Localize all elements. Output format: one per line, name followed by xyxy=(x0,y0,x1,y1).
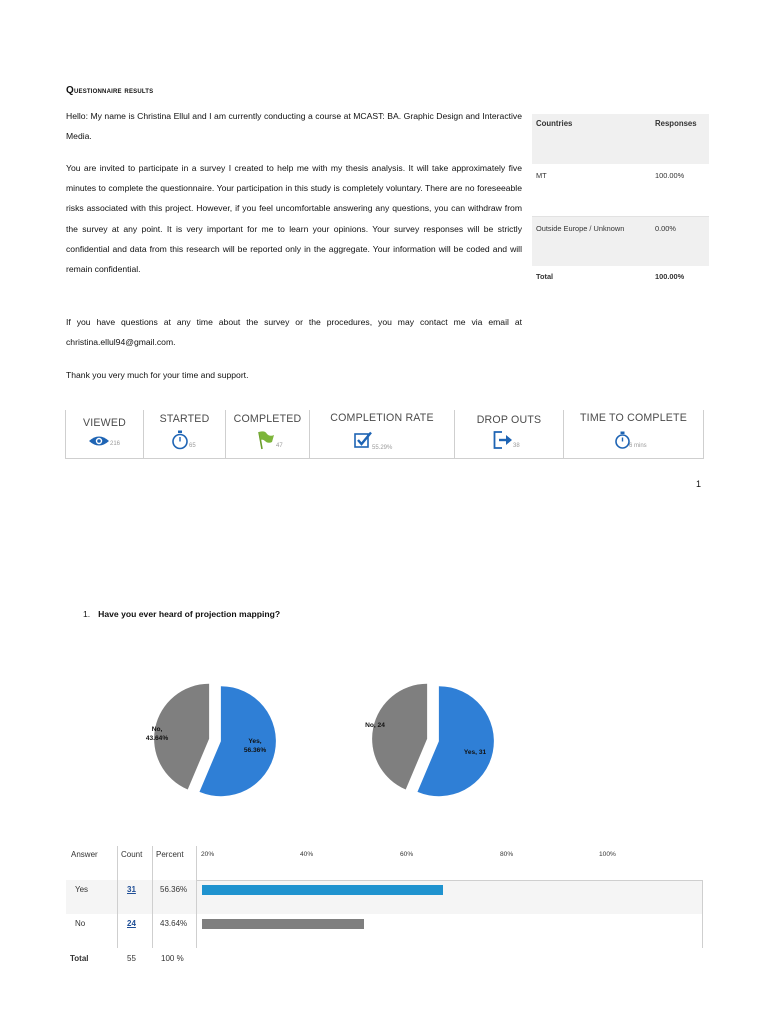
bar-no xyxy=(202,919,364,929)
intro-paragraph-2: You are invited to participate in a survey I created to help me with my thesis analysis. It will take approximately five minutes to complete the questionnaire. Your participation in this study is completely voluntary. There are no foreseeable risks associated with this project. However, if you feel uncomfortable answering any questions, you can withdraw from the survey at any point. It is very important for me to learn your opinions. Your survey responses will be strictly confidential and data from this research will be reported only in the aggregate. Your information will be coded and will remain confidential. xyxy=(66,163,522,275)
stat-completed xyxy=(226,410,310,458)
countries-header-row xyxy=(532,114,709,164)
bar-yes xyxy=(202,885,443,895)
exit-icon xyxy=(493,431,513,449)
page-number: 1 xyxy=(696,479,702,489)
stat-label: VIEWED xyxy=(83,417,126,429)
countries-row xyxy=(532,216,709,266)
flag-icon xyxy=(255,430,275,450)
total-count: 55 xyxy=(127,954,136,963)
survey-stats-strip xyxy=(65,410,704,459)
question-text: Have you ever heard of projection mapping? xyxy=(98,609,281,619)
column-divider xyxy=(702,880,703,948)
countries-row xyxy=(532,164,709,216)
stat-value: 38 xyxy=(513,443,520,449)
stat-value: 65 xyxy=(189,443,196,449)
pie-slice-no xyxy=(372,684,427,790)
stopwatch-icon xyxy=(171,430,189,450)
answer-label: No xyxy=(75,919,86,928)
column-divider xyxy=(196,846,197,948)
count-link[interactable]: 24 xyxy=(127,919,136,928)
axis-tick-label: 40% xyxy=(300,851,314,858)
responses-header: Responses xyxy=(655,119,697,128)
axis-tick-label: 80% xyxy=(500,851,514,858)
question-heading xyxy=(83,609,280,619)
eye-icon xyxy=(88,435,110,447)
intro-paragraph-4: Thank you very much for your time and support. xyxy=(66,370,249,380)
stat-completion-rate xyxy=(310,410,455,458)
stat-value: 216 xyxy=(110,441,121,447)
stat-label: COMPLETED xyxy=(233,413,302,425)
stat-label: STARTED xyxy=(159,413,210,425)
count-header: Count xyxy=(121,850,143,859)
pie2-yes-label: Yes, 31 xyxy=(463,749,487,756)
pie-chart-count xyxy=(343,670,523,810)
countries-table xyxy=(532,114,709,296)
country-total-label: Total xyxy=(536,272,554,281)
stat-label: TIME TO COMPLETE xyxy=(580,412,687,424)
percent-value: 56.36% xyxy=(160,885,188,894)
pie1-no-label: No, 43.64% xyxy=(145,726,169,742)
intro-paragraph-1: Hello: My name is Christina Ellul and I am currently conducting a course at MCAST: BA. Graphic Design and Interactive Media. xyxy=(66,111,522,142)
stat-drop-outs xyxy=(455,410,564,458)
country-response: 100.00% xyxy=(655,171,685,180)
stat-started xyxy=(144,410,226,458)
stat-value: 47 xyxy=(276,443,283,449)
checkbox-icon xyxy=(354,431,372,449)
axis-tick-label: 20% xyxy=(201,851,215,858)
stat-time-to-complete xyxy=(564,410,703,458)
column-divider xyxy=(117,846,118,948)
question-number: 1. xyxy=(83,609,91,619)
axis-tick-label: 100% xyxy=(599,851,616,858)
document-title: Questionnaire results xyxy=(66,85,154,96)
stat-viewed xyxy=(66,410,144,458)
column-divider xyxy=(152,846,153,948)
answer-label: Yes xyxy=(75,885,89,894)
total-label: Total xyxy=(70,954,89,963)
count-link[interactable]: 31 xyxy=(127,885,136,894)
countries-header: Countries xyxy=(536,119,573,128)
answer-header: Answer xyxy=(71,850,98,859)
total-percent: 100 % xyxy=(161,954,184,963)
pie2-no-label: No, 24 xyxy=(365,722,385,729)
row-divider xyxy=(196,880,703,881)
pie1-yes-label: Yes, 56.36% xyxy=(243,738,267,754)
country-name: Outside Europe / Unknown xyxy=(536,224,625,233)
axis-tick-label: 60% xyxy=(400,851,414,858)
stat-value: 6 mins xyxy=(629,443,647,449)
percent-value: 43.64% xyxy=(160,919,188,928)
stat-label: COMPLETION RATE xyxy=(330,412,434,424)
pie-slice-yes xyxy=(417,686,493,796)
stat-label: DROP OUTS xyxy=(476,414,542,426)
percent-header: Percent xyxy=(156,850,184,859)
country-name: MT xyxy=(536,171,547,180)
country-response: 0.00% xyxy=(655,224,676,233)
countries-total-row xyxy=(532,266,709,296)
stat-value: 55.29% xyxy=(372,445,393,451)
intro-paragraph-3: If you have questions at any time about the survey or the procedures, you may contact me via email at christina.ellul94@gmail.com. xyxy=(66,317,522,348)
country-total-value: 100.00% xyxy=(655,272,685,281)
